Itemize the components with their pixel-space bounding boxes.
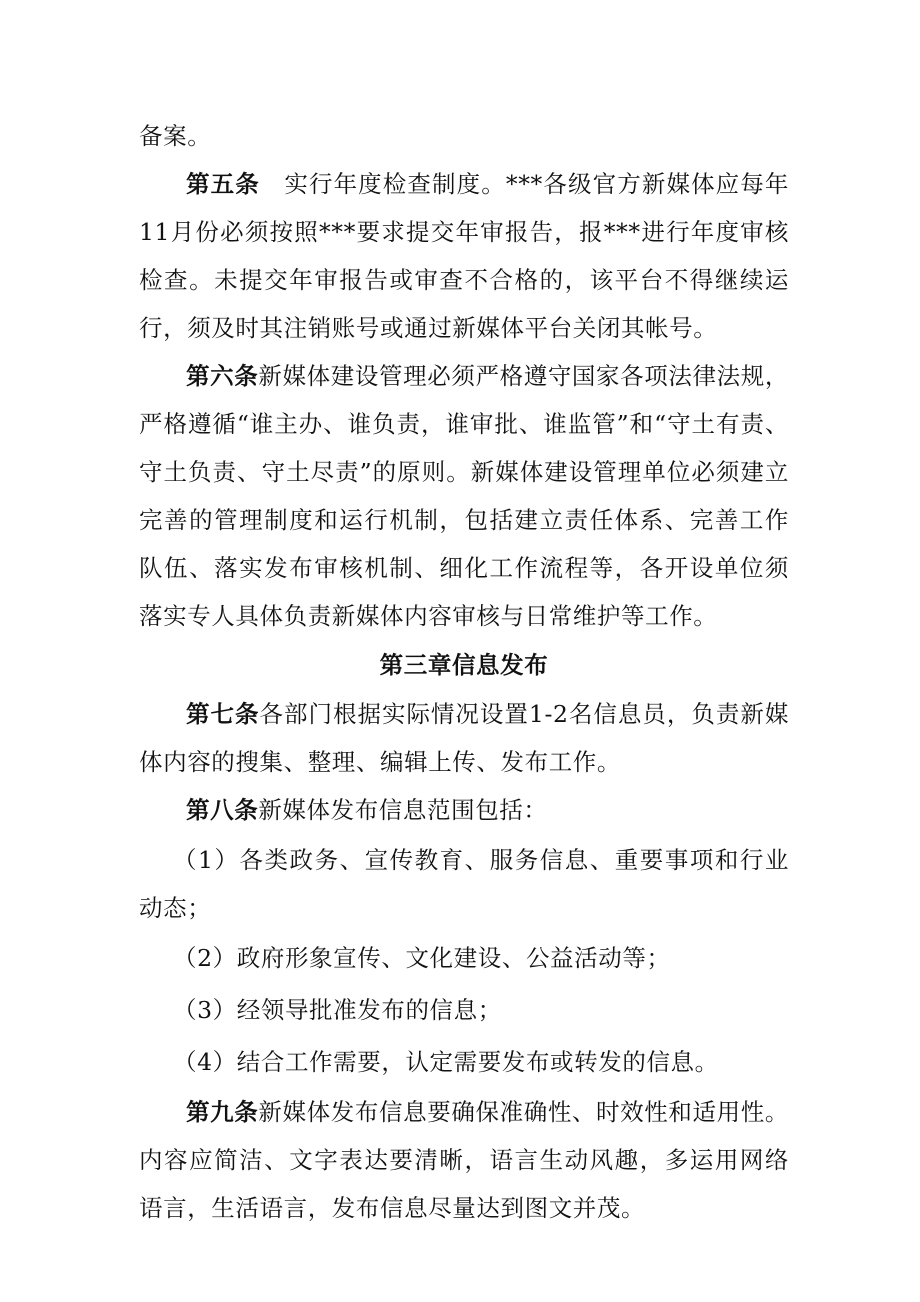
article-label: 第七条 (186, 700, 260, 728)
article-8 (139, 786, 789, 834)
chapter-title: 第三章信息发布 (379, 651, 549, 679)
article-7 (139, 690, 789, 786)
paragraph-text: 备案。 (139, 122, 212, 150)
paragraph-continuation (139, 112, 789, 160)
list-item: （4）结合工作需要，认定需要发布或转发的信息。 (173, 1048, 719, 1076)
list-item: （3）经领导批准发布的信息； (173, 996, 502, 1024)
article-text: 新媒体发布信息要确保准确性、时效性和适用性。内容应简洁、文字表达要清晰，语言生动风趣，多运用网络语言，生活语言，发布信息尽量达到图文并茂。 (139, 1098, 789, 1222)
document-body (139, 112, 789, 1232)
article-9 (139, 1088, 789, 1232)
article-6 (139, 352, 789, 640)
article-label: 第六条 (186, 362, 259, 390)
article-label: 第八条 (186, 796, 259, 824)
article-text: 实行年度检查制度。***各级官方新媒体应每年11月份必须按照***要求提交年审报告，报***进行年度审核检查。未提交年审报告或审查不合格的，该平台不得继续运行，须及时其注销账号或通过新媒体平台关闭其帐号。 (139, 170, 789, 342)
list-item: （1）各类政务、宣传教育、服务信息、重要事项和行业动态； (139, 846, 789, 922)
article-label: 第九条 (186, 1098, 259, 1126)
article-5 (139, 160, 789, 352)
article-text: 新媒体发布信息范围包括： (258, 796, 548, 824)
article-text: 各部门根据实际情况设置1-2名信息员，负责新媒体内容的搜集、整理、编辑上传、发布工作。 (139, 700, 789, 776)
list-item: （2）政府形象宣传、文化建设、公益活动等； (173, 944, 671, 972)
article-label: 第五条 (186, 170, 260, 198)
article-text: 新媒体建设管理必须严格遵守国家各项法律法规，严格遵循“谁主办、谁负责，谁审批、谁监管”和“守土有责、守土负责、守土尽责”的原则。新媒体建设管理单位必须建立完善的管理制度和运行机制，包括建立责任体系、完善工作队伍、落实发布审核机制、细化工作流程等，各开设单位须落实专人具体负责新媒体内容审核与日常维护等工作。 (139, 362, 789, 630)
article-8-list (139, 836, 789, 1088)
